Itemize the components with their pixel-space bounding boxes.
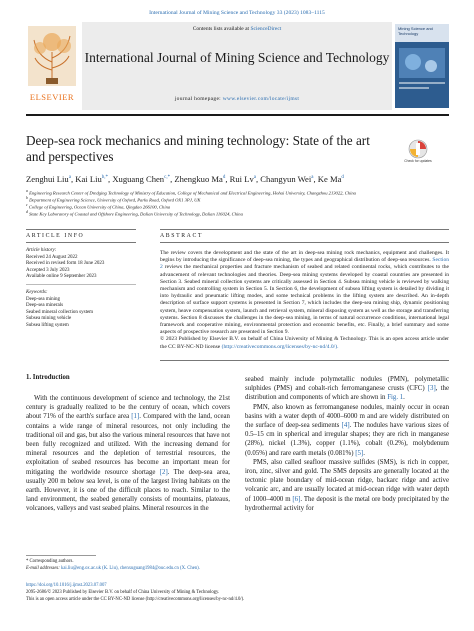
license-link[interactable]: (http://creativecommons.org/licenses/by-nc-nd/4.0/). [221,343,339,350]
author[interactable]: Ke Ma$^d$ [317,174,344,184]
divider [26,284,136,285]
abstract-heading: ABSTRACT [160,233,204,239]
crossmark-icon[interactable] [404,139,432,169]
journal-cover-image[interactable] [395,24,449,108]
keyword: Deep-sea minerals [26,303,64,308]
email-links[interactable]: kai.liu@eng.ox.ac.uk (K. Liu), chenxuguang1984@ouc.edu.cn (X. Chen). [60,566,200,571]
reference-link[interactable]: [3] [427,385,436,393]
history-entry: Available online 9 September 2023 [26,274,97,279]
issn-line: 2095-2686/© 2023 Published by Elsevier B.V. on behalf of China University of Mining & Technology. [26,590,220,595]
affiliation: $^a$ Engineering Research Center of Dredging Technology of Ministry of Education, College of Mechanical and Electrical Engineering, Hohai University, Changzhou 213022, China [26,189,356,196]
author[interactable]: Zhengkuo Ma$^d$ [174,174,226,184]
abstract-text: The review covers the development and the state of the art in deep-sea mining rock mechanics, equipment and challenges. It begins by introducing the significance of deep-sea mining, the types and geographical distribution of deep-sea resources. Section 2 reviews the mechanical properties and fracture mechanism of seabed and related continental rocks, which contributes to the advancement of relevant technologies and theories. Deep-sea mining systems developed by coastal countries are presented in Section 3. Seabed mineral collection systems are critically assessed in Section 4. Subsea mining vehicle is reviewed by walking mechanism and controlling system in Section 5. In Section 6, the development of subsea lifting system is detailed by dividing it into hydraulic and pneumatic lifting modes, and some technical problems in the lifting system are described. An in-depth description of surface support systems is presented in Section 7, which includes the deep-sea mining ship, dynamic positioning system, heave compensation system, launch and retrieval system, mineral disposing system as well as the storage and transferring systems. Section 8 discusses the challenges in the deep-sea mining, in terms of natural occurrence conditions, international legal framework and cooperative mining, environmental protection and economic benefits, etc. Finally, a brief summary and some aspects of prospective research are presented in Section 9. © 2023 Published by Elsevier B.V. on behalf of China University of Mining & Technology. This is an open access article under the CC BY-NC-ND license (http://creativecommons.org/licenses/by-nc-nd/4.0/). [160,250,450,350]
cover-text: Mining Science and Technology [398,26,433,36]
publisher-name: ELSEVIER [29,92,75,102]
intro-left-column: With the continuous development of science and technology, the 21st century is gradually realized to be the century of ocean, which covers about 71% of the earth's surface area [1]. Compared with the land, ocean contains a wide range of mineral resources, not only including the traditional oil and gas, but also the various mineral resources that have not been fully recognized and utilized. With the increasing demand for mineral resources and the depletion of terrestrial resources, the exploitation of seabed resources has become an important mean for mitigating the worldwide resource shortage [2]. The deep-sea area, usually 200 m below sea level, is one of the largest living habitats on the earth. However, it is one of the difficult places to reach. Similar to the land environment, the seabed generally consists of mountains, plateaus, volcanoes, valleys and vast seabed plains. Mineral resources in the [26,395,230,513]
reference-link[interactable]: [6] [292,495,301,503]
homepage-link[interactable]: www.elsevier.com/locate/ijmst [222,96,300,102]
keyword: Subsea lifting system [26,322,69,328]
affiliation: $^b$ Department of Engineering Science, University of Oxford, Parks Road, Oxford OX1 3PJ, UK [26,196,201,203]
affiliation: $^d$ State Key Laboratory of Coastal and Offshore Engineering, Dalian University of Technology, Dalian 116024, China [26,210,243,217]
article-title: Deep-sea rock mechanics and mining technology: State of the art and perspectives [26,133,370,164]
section-link[interactable]: Section 2 [160,257,449,271]
journal-title: International Journal of Mining Science and Technology [84,50,390,65]
author-list: Zenghui Liu$^a$, Kai Liu$^{b,*}$, Xuguang Chen$^{c,*}$, Zhengkuo Ma$^d$, Rui Lv$^a$, Changyun Wei$^a$, Ke Ma$^d$ [26,174,344,184]
figure-link[interactable]: Fig. 1 [387,394,404,402]
sciencedirect-link[interactable]: ScienceDirect [250,26,282,32]
homepage-label: journal homepage: [174,96,222,102]
author[interactable]: Zenghui Liu$^a$ [26,174,71,184]
reference-link[interactable]: [5] [355,449,364,457]
divider [160,242,449,243]
corresponding-note: * Corresponding authors. [26,559,74,564]
reference-link[interactable]: [2] [159,468,168,476]
history-entry: Received 24 August 2022 [26,254,78,260]
contents-line [82,26,392,32]
keyword: Seabed mineral collection system [26,309,94,315]
elsevier-logo [26,22,78,110]
reference-link[interactable]: [1] [131,413,140,421]
history-entry: Accepted 3 July 2023 [26,267,70,273]
article-info-heading: ARTICLE INFO [26,233,85,239]
author[interactable]: Rui Lv$^a$ [229,174,256,184]
doi-link: https://doi.org/10.1016/j.ijmst.2023.07.007 [26,583,107,588]
reference-link[interactable]: [4] [341,422,350,430]
section-heading: 1. Introduction [26,374,70,381]
journal-homepage [82,96,392,102]
author[interactable]: Changyun Wei$^a$ [260,174,314,184]
author[interactable]: Kai Liu$^{b,*}$ [75,174,109,184]
header-rule [26,114,449,116]
affiliation: $^c$ College of Engineering, Ocean University of China, Qingdao 266100, China [26,203,171,210]
keywords-label: Keywords: [26,290,48,295]
journal-reference[interactable]: International Journal of Mining Science and Technology 33 (2023) 1083–1115 [149,10,325,16]
email-note: E-mail addresses: kai.liu@eng.ox.ac.uk (K. Liu), chenxuguang1984@ouc.edu.cn (X. Chen). [26,566,200,571]
contents-text: Contents lists available at [192,26,250,32]
license-line: This is an open access article under the CC BY-NC-ND license (http://creativecommons.org/licenses/by-nc-nd/4.0/). [26,597,245,602]
intro-right-column: seabed mainly include polymetallic nodules (PMN), polymetallic sulphides (PMS) and cobalt-rich ferromanganese crusts (CFC) [3], the distribution and components of which are shown in Fig. 1. PMN, also known as ferromanganese nodules, mainly occur in ocean basins with a water depth of 4000–6000 m and are widely distributed on the surface of deep-sea sediments [4]. The nodules have various sizes of 0.5–15 cm in spherical and irregular shapes; they are rich in manganese (28%), nickel (1.3%), copper (1.1%), cobalt (0.2%), molybdenum (0.05%) and rare earth metals (0.081%) [5]. PMS, also called seafloor massive sulfides (SMS), is rich in copper, iron, zinc, silver and gold. The SMS deposits are generally located at the tectonic plate boundary of mid-ocean ridge, backarc ridge and active volcanic arc, and are usually located at mid-ocean ridge with water depth of 1000–4000 m [6]. The deposit is the metal ore body precipitated by the hydrothermal activity for [245,376,449,512]
crossmark-label: Check for updates [404,159,432,163]
keyword: Subsea mining vehicle [26,316,72,321]
divider [26,242,136,243]
divider [26,229,136,230]
keyword: Deep-sea mining [26,296,61,302]
footnote-rule [26,555,96,556]
history-entry: Received in revised form 18 June 2023 [26,261,105,266]
history-label: Article history: [26,248,57,253]
author[interactable]: Xuguang Chen$^{c,*}$ [112,174,171,184]
copyright-text: © 2023 Published by Elsevier B.V. on behalf of China University of Mining & Technology. This is an open access article under the CC BY-NC-ND license [160,336,449,350]
divider [160,360,449,361]
divider [160,229,449,230]
